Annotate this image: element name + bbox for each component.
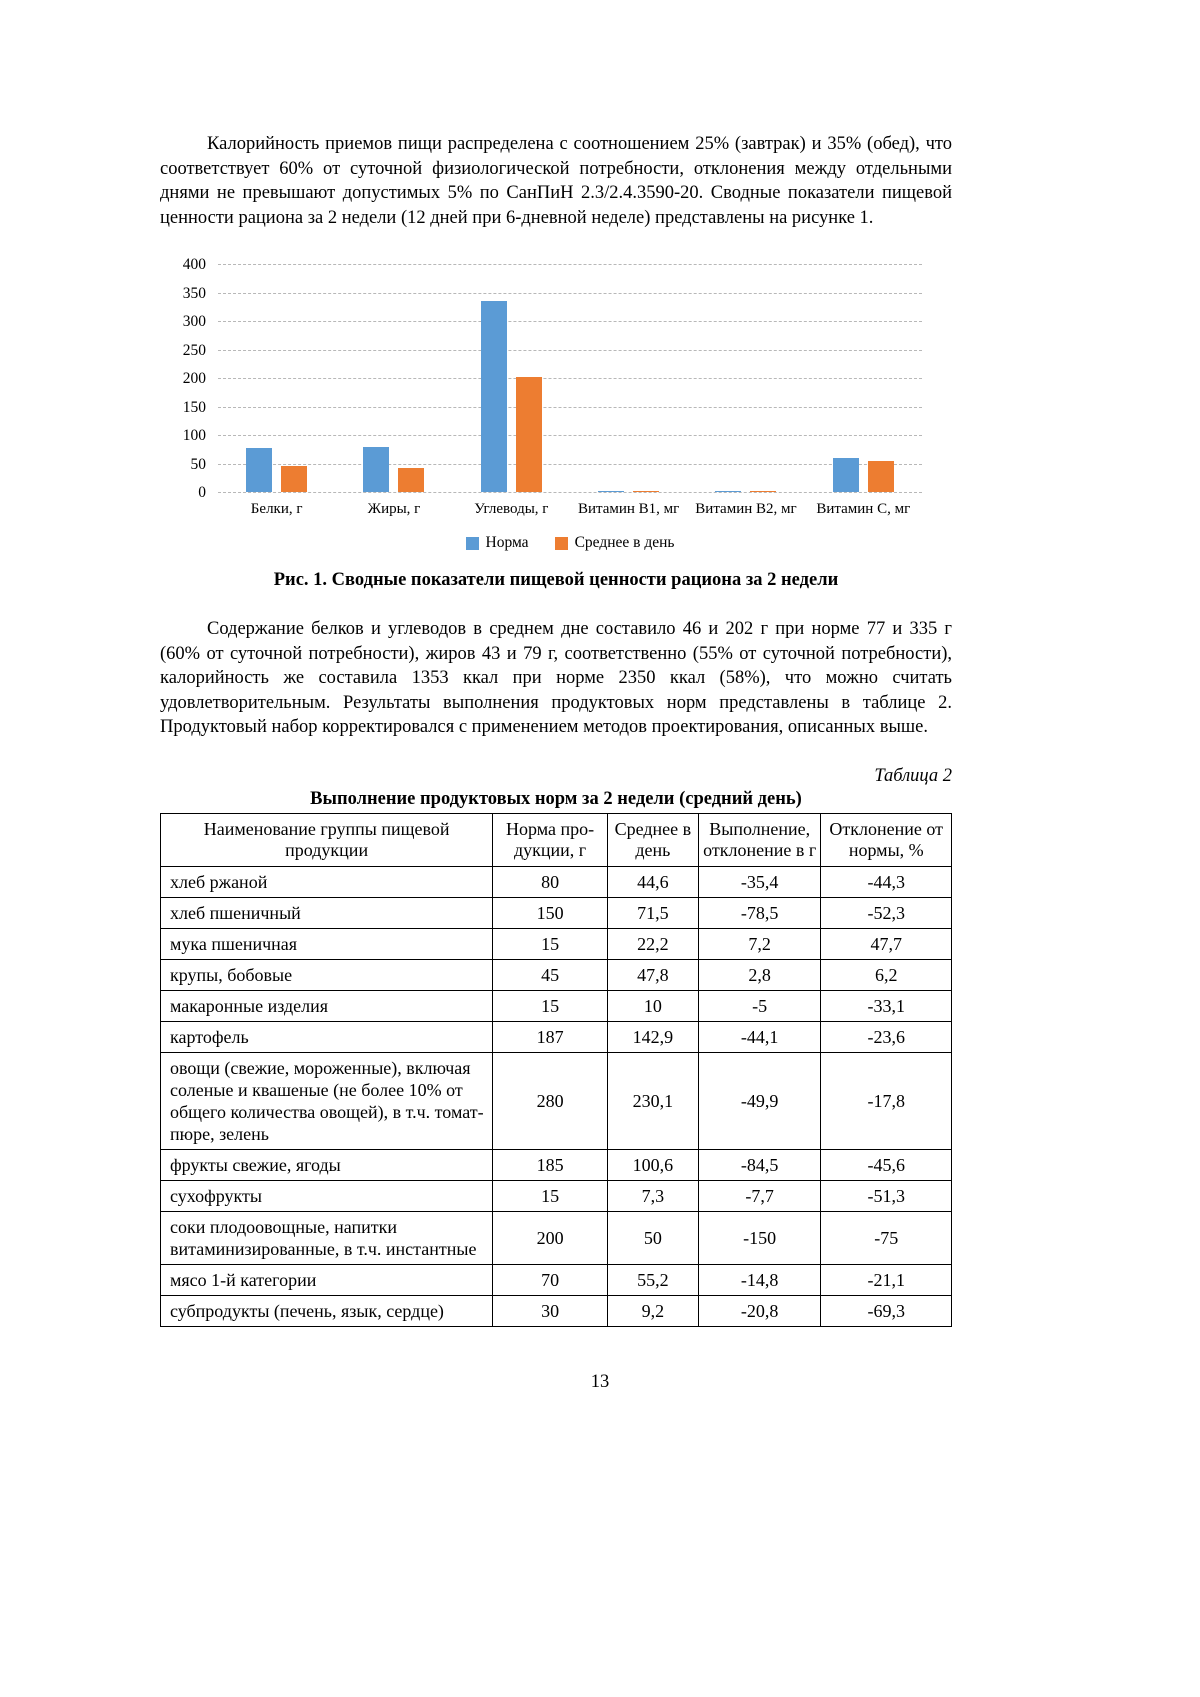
value-cell: 15 <box>493 1180 608 1211</box>
figure-1-chart <box>182 256 922 552</box>
value-cell: -52,3 <box>821 897 952 928</box>
bar-Норма <box>598 491 624 492</box>
bar-Норма <box>363 447 389 492</box>
value-cell: 15 <box>493 928 608 959</box>
table-2-title: Выполнение продуктовых норм за 2 недели (средний день) <box>310 788 802 809</box>
value-cell: -150 <box>698 1211 821 1264</box>
value-cell: 15 <box>493 990 608 1021</box>
value-cell: 280 <box>493 1052 608 1149</box>
product-name-cell: сухофрукты <box>161 1180 493 1211</box>
y-axis-tick-label: 400 <box>182 256 206 273</box>
table-header-cell: Норма про-дукции, г <box>493 813 608 866</box>
bar-Среднее в день <box>281 466 307 492</box>
y-axis-tick-label: 300 <box>182 313 206 330</box>
table-header-cell: Среднее в день <box>607 813 698 866</box>
value-cell: -44,1 <box>698 1021 821 1052</box>
value-cell: 7,2 <box>698 928 821 959</box>
value-cell: 150 <box>493 897 608 928</box>
value-cell: -45,6 <box>821 1149 952 1180</box>
value-cell: 44,6 <box>607 866 698 897</box>
bar-group <box>687 264 804 492</box>
table-row <box>161 1021 952 1052</box>
value-cell: 10 <box>607 990 698 1021</box>
table-row <box>161 990 952 1021</box>
page-number: 13 <box>590 1372 610 1392</box>
bar-Норма <box>833 458 859 492</box>
paragraph-nutrients: Содержание белков и углеводов в среднем дне составило 46 и 202 г при норме 77 и 335 г (60% от суточной потребности), жиров 43 и 79 г, соответственно (55% от суточной потребности), калорийность же составила 1353 ккал при норме 2350 ккал (58%), что можно считать удовлетворительным. Результаты выполнения продуктовых норм представлены в таблице 2. Продуктовый набор корректировался с применением методов проектирования, описанных выше. <box>160 619 952 737</box>
value-cell: 55,2 <box>607 1264 698 1295</box>
product-name-cell: соки плодоовощные, напитки витаминизированные, в т.ч. инстантные <box>161 1211 493 1264</box>
bar-Норма <box>715 491 741 492</box>
bar-Среднее в день <box>868 461 894 492</box>
value-cell: 230,1 <box>607 1052 698 1149</box>
figure-1-caption: Рис. 1. Сводные показатели пищевой ценности рациона за 2 недели <box>273 570 839 590</box>
value-cell: 45 <box>493 959 608 990</box>
value-cell: 30 <box>493 1295 608 1326</box>
value-cell: 70 <box>493 1264 608 1295</box>
table-row <box>161 1264 952 1295</box>
table-row <box>161 866 952 897</box>
bar-group <box>453 264 570 492</box>
product-name-cell: мясо 1-й категории <box>161 1264 493 1295</box>
value-cell: -14,8 <box>698 1264 821 1295</box>
value-cell: 22,2 <box>607 928 698 959</box>
y-axis-tick-label: 0 <box>198 484 206 501</box>
product-name-cell: овощи (свежие, мороженные), включая соленые и квашеные (не более 10% от общего количества овощей), в т.ч. томат-пюре, зелень <box>161 1052 493 1149</box>
value-cell: 7,3 <box>607 1180 698 1211</box>
product-name-cell: макаронные изделия <box>161 990 493 1021</box>
y-axis-tick-label: 50 <box>190 455 206 473</box>
value-cell: 100,6 <box>607 1149 698 1180</box>
x-axis-category-label: Витамин В1, мг <box>577 501 680 517</box>
product-name-cell: хлеб пшеничный <box>161 897 493 928</box>
product-table-header-row <box>161 813 952 866</box>
value-cell: -21,1 <box>821 1264 952 1295</box>
table-2-label: Таблица 2 <box>874 765 952 786</box>
product-name-cell: хлеб ржаной <box>161 866 493 897</box>
value-cell: 47,8 <box>607 959 698 990</box>
figure-1 <box>160 256 952 591</box>
value-cell: -35,4 <box>698 866 821 897</box>
x-axis-category-label: Витамин С, мг <box>816 501 911 517</box>
table-row <box>161 1149 952 1180</box>
value-cell: -20,8 <box>698 1295 821 1326</box>
y-axis-tick-label: 100 <box>182 427 206 444</box>
legend-label: Среднее в день <box>574 534 675 551</box>
value-cell: -7,7 <box>698 1180 821 1211</box>
value-cell: 185 <box>493 1149 608 1180</box>
value-cell: -75 <box>821 1211 952 1264</box>
product-norms-table <box>160 813 952 1327</box>
table-header-cell: Наименование группы пищевой продукции <box>161 813 493 866</box>
value-cell: -5 <box>698 990 821 1021</box>
value-cell: -33,1 <box>821 990 952 1021</box>
value-cell: -17,8 <box>821 1052 952 1149</box>
bar-group <box>570 264 687 492</box>
product-table-body <box>161 866 952 1326</box>
value-cell: -84,5 <box>698 1149 821 1180</box>
table-header-cell: Отклонение от нормы, % <box>821 813 952 866</box>
chart-x-axis <box>218 500 922 518</box>
value-cell: 142,9 <box>607 1021 698 1052</box>
value-cell: 80 <box>493 866 608 897</box>
legend-label: Норма <box>485 534 529 551</box>
legend-item <box>466 534 529 552</box>
table-row <box>161 1295 952 1326</box>
chart-legend <box>218 534 922 552</box>
paragraph-calories: Калорийность приемов пищи распределена с соотношением 25% (завтрак) и 35% (обед), что соответствует 60% от суточной физиологической потребности, отклонения между отдельными днями не превышают допустимых 5% по СанПиН 2.3/2.4.3590-20. Сводные показатели пищевой ценности рациона за 2 недели (12 дней при 6-дневной неделе) представлены на рисунке 1. <box>160 134 952 228</box>
value-cell: -51,3 <box>821 1180 952 1211</box>
table-row <box>161 1052 952 1149</box>
bar-Среднее в день <box>633 491 659 492</box>
gridline <box>218 492 922 493</box>
bar-Норма <box>481 301 507 492</box>
y-axis-tick-label: 200 <box>182 370 206 387</box>
value-cell: 9,2 <box>607 1295 698 1326</box>
value-cell: -69,3 <box>821 1295 952 1326</box>
value-cell: 47,7 <box>821 928 952 959</box>
bar-group <box>805 264 922 492</box>
bar-group <box>218 264 335 492</box>
legend-swatch-icon <box>466 537 479 550</box>
value-cell: 200 <box>493 1211 608 1264</box>
value-cell: -78,5 <box>698 897 821 928</box>
table-header-cell: Выполнение, отклонение в г <box>698 813 821 866</box>
bar-Среднее в день <box>516 377 542 492</box>
value-cell: -49,9 <box>698 1052 821 1149</box>
table-row <box>161 1211 952 1264</box>
legend-swatch-icon <box>555 537 568 550</box>
bar-group <box>335 264 452 492</box>
product-name-cell: мука пшеничная <box>161 928 493 959</box>
value-cell: 6,2 <box>821 959 952 990</box>
legend-item <box>555 534 675 552</box>
table-row <box>161 1180 952 1211</box>
value-cell: 2,8 <box>698 959 821 990</box>
bar-Среднее в день <box>398 468 424 493</box>
value-cell: 50 <box>607 1211 698 1264</box>
chart-plot-area <box>182 256 922 501</box>
table-row <box>161 928 952 959</box>
product-name-cell: субпродукты (печень, язык, сердце) <box>161 1295 493 1326</box>
product-name-cell: картофель <box>161 1021 493 1052</box>
x-axis-category-label: Витамин В2, мг <box>695 501 797 517</box>
y-axis-tick-label: 150 <box>182 398 206 416</box>
product-name-cell: крупы, бобовые <box>161 959 493 990</box>
bar-Среднее в день <box>750 491 776 492</box>
page-content <box>160 132 952 1327</box>
bar-Норма <box>246 448 272 492</box>
value-cell: -44,3 <box>821 866 952 897</box>
table-row <box>161 897 952 928</box>
x-axis-category-label: Белки, г <box>250 501 303 517</box>
value-cell: -23,6 <box>821 1021 952 1052</box>
y-axis-tick-label: 350 <box>182 284 206 302</box>
x-axis-category-label: Углеводы, г <box>474 501 549 517</box>
y-axis-tick-label: 250 <box>182 341 206 359</box>
value-cell: 187 <box>493 1021 608 1052</box>
table-row <box>161 959 952 990</box>
product-name-cell: фрукты свежие, ягоды <box>161 1149 493 1180</box>
chart-bars <box>218 264 922 492</box>
value-cell: 71,5 <box>607 897 698 928</box>
x-axis-category-label: Жиры, г <box>367 501 421 517</box>
